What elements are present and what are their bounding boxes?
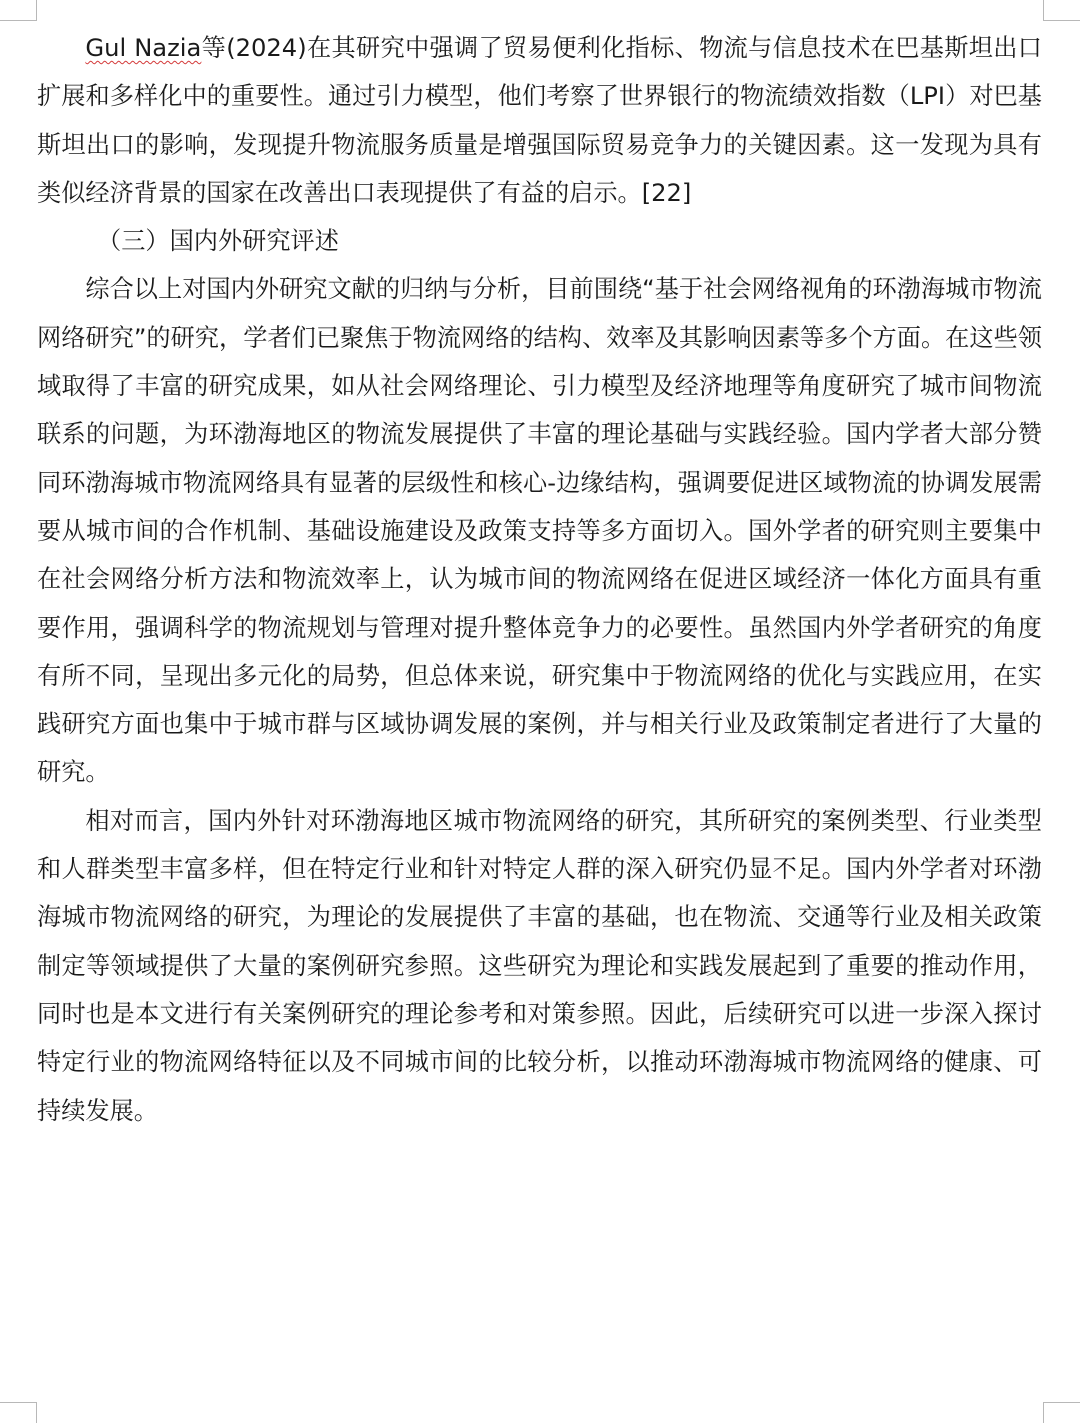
document-body[interactable] bbox=[37, 24, 1042, 1135]
paragraph-gul-nazia[interactable] bbox=[37, 24, 1042, 217]
paragraph-gul-nazia-text: 等(2024)在其研究中强调了贸易便利化指标、物流与信息技术在巴基斯坦出口扩展和多样化中的重要性。通过引力模型，他们考察了世界银行的物流绩效指数（LPI）对巴基斯坦出口的影响，发现提升物流服务质量是增强国际贸易竞争力的关键因素。这一发现为具有类似经济背景的国家在改善出口表现提供了有益的启示。[22] bbox=[37, 34, 1042, 207]
crop-mark-bottom-right bbox=[1043, 1402, 1080, 1423]
spellcheck-flagged-name[interactable]: Gul Nazia bbox=[85, 34, 202, 62]
section-heading-review: （三）国内外研究评述 bbox=[97, 227, 339, 256]
paragraph-summary: 综合以上对国内外研究文献的归纳与分析，目前围绕“基于社会网络视角的环渤海城市物流网络研究”的研究，学者们已聚焦于物流网络的结构、效率及其影响因素等多个方面。在这些领域取得了丰富的研究成果，如从社会网络理论、引力模型及经济地理等角度研究了城市间物流联系的问题，为环渤海地区的物流发展提供了丰富的理论基础与实践经验。国内学者大部分赞同环渤海城市物流网络具有显著的层级性和核心-边缘结构，强调要促进区域物流的协调发展需要从城市间的合作机制、基础设施建设及政策支持等多方面切入。国外学者的研究则主要集中在社会网络分析方法和物流效率上，认为城市间的物流网络在促进区域经济一体化方面具有重要作用，强调科学的物流规划与管理对提升整体竞争力的必要性。虽然国内外学者研究的角度有所不同，呈现出多元化的局势，但总体来说，研究集中于物流网络的优化与实践应用，在实践研究方面也集中于城市群与区域协调发展的案例，并与相关行业及政策制定者进行了大量的研究。 bbox=[37, 275, 1042, 787]
crop-mark-top-left bbox=[0, 0, 37, 21]
paragraph-comparison: 相对而言，国内外针对环渤海地区城市物流网络的研究，其所研究的案例类型、行业类型和人群类型丰富多样，但在特定行业和针对特定人群的深入研究仍显不足。国内外学者对环渤海城市物流网络的研究，为理论的发展提供了丰富的基础，也在物流、交通等行业及相关政策制定等领域提供了大量的案例研究参照。这些研究为理论和实践发展起到了重要的推动作用，同时也是本文进行有关案例研究的理论参考和对策参照。因此，后续研究可以进一步深入探讨特定行业的物流网络特征以及不同城市间的比较分析，以推动环渤海城市物流网络的健康、可持续发展。 bbox=[37, 806, 1042, 1125]
crop-mark-top-right bbox=[1043, 0, 1080, 21]
crop-mark-bottom-left bbox=[0, 1402, 37, 1423]
